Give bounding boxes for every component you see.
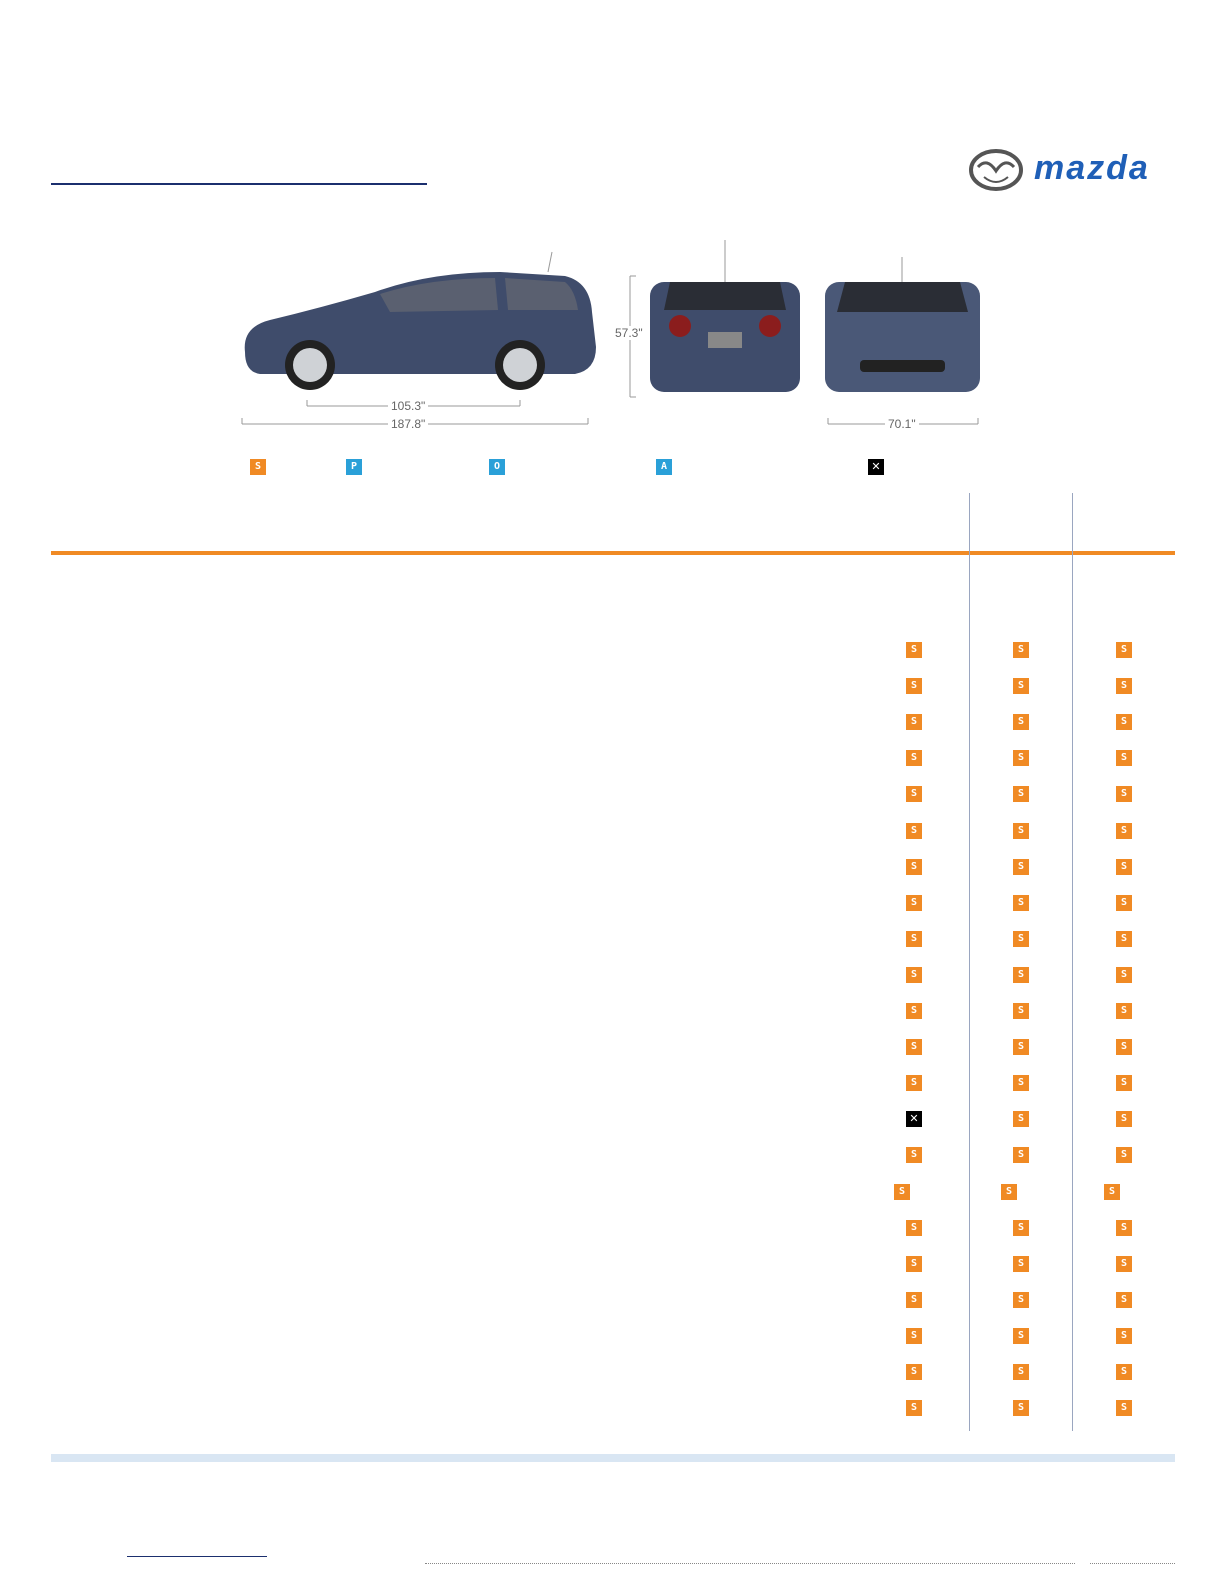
legend-standard-badge: S	[250, 459, 266, 475]
standard-badge: S	[906, 1039, 922, 1055]
standard-badge: S	[1013, 1292, 1029, 1308]
standard-badge: S	[906, 823, 922, 839]
standard-badge: S	[1116, 1003, 1132, 1019]
mazda-emblem-icon	[968, 147, 1024, 193]
column-divider	[1072, 493, 1073, 1431]
standard-badge: S	[906, 967, 922, 983]
standard-badge: S	[1116, 786, 1132, 802]
standard-badge: S	[1116, 642, 1132, 658]
standard-badge: S	[1013, 859, 1029, 875]
standard-badge: S	[1013, 967, 1029, 983]
standard-badge: S	[906, 931, 922, 947]
standard-badge: S	[1116, 1328, 1132, 1344]
footer-dotted-rule	[425, 1563, 1075, 1564]
standard-badge: S	[906, 642, 922, 658]
standard-badge: S	[1013, 714, 1029, 730]
standard-badge: S	[906, 714, 922, 730]
standard-badge: S	[906, 1075, 922, 1091]
mazda-logo	[968, 145, 1178, 195]
standard-badge: S	[1116, 967, 1132, 983]
standard-badge: S	[1116, 1292, 1132, 1308]
standard-badge: S	[1013, 1075, 1029, 1091]
standard-badge: S	[1013, 786, 1029, 802]
footer-dotted-rule	[1090, 1563, 1175, 1564]
standard-badge: S	[1013, 1039, 1029, 1055]
standard-badge: S	[1116, 859, 1132, 875]
not-available-badge: ✕	[906, 1111, 922, 1127]
standard-badge: S	[1013, 1364, 1029, 1380]
height-dimension: 57.3"	[612, 326, 646, 340]
standard-badge: S	[1116, 1364, 1132, 1380]
standard-badge: S	[906, 750, 922, 766]
standard-badge: S	[1116, 1039, 1132, 1055]
standard-badge: S	[1013, 895, 1029, 911]
standard-badge: S	[906, 859, 922, 875]
vehicle-dimension-diagram	[230, 232, 1000, 437]
standard-badge: S	[1116, 1220, 1132, 1236]
standard-badge: S	[906, 1292, 922, 1308]
length-dimension: 187.8"	[388, 417, 428, 431]
standard-badge: S	[906, 1147, 922, 1163]
standard-badge: S	[1013, 750, 1029, 766]
standard-badge: S	[1013, 1328, 1029, 1344]
standard-badge: S	[1013, 1111, 1029, 1127]
legend-a-badge: A	[656, 459, 672, 475]
standard-badge: S	[1116, 750, 1132, 766]
mazda-wordmark: mazda	[1034, 149, 1150, 187]
legend-o-badge: O	[489, 459, 505, 475]
standard-badge: S	[894, 1184, 910, 1200]
standard-badge: S	[1013, 1003, 1029, 1019]
standard-badge: S	[906, 1256, 922, 1272]
standard-badge: S	[1013, 931, 1029, 947]
footer-link-underline	[127, 1556, 267, 1557]
standard-badge: S	[1013, 1147, 1029, 1163]
legend-p-badge: P	[346, 459, 362, 475]
table-footer-band	[51, 1454, 1175, 1462]
standard-badge: S	[1116, 1147, 1132, 1163]
standard-badge: S	[1116, 1400, 1132, 1416]
standard-badge: S	[1104, 1184, 1120, 1200]
standard-badge: S	[1116, 823, 1132, 839]
standard-badge: S	[906, 1328, 922, 1344]
standard-badge: S	[1116, 714, 1132, 730]
standard-badge: S	[1013, 642, 1029, 658]
standard-badge: S	[906, 1364, 922, 1380]
standard-badge: S	[1013, 823, 1029, 839]
standard-badge: S	[906, 1220, 922, 1236]
column-divider	[969, 493, 970, 1431]
standard-badge: S	[1116, 895, 1132, 911]
standard-badge: S	[906, 1400, 922, 1416]
legend-not-available-badge: ✕	[868, 459, 884, 475]
section-divider	[51, 551, 1175, 555]
standard-badge: S	[1116, 1256, 1132, 1272]
standard-badge: S	[1116, 1111, 1132, 1127]
standard-badge: S	[1013, 1220, 1029, 1236]
standard-badge: S	[1116, 1075, 1132, 1091]
standard-badge: S	[906, 678, 922, 694]
standard-badge: S	[906, 786, 922, 802]
standard-badge: S	[1116, 678, 1132, 694]
wheelbase-dimension: 105.3"	[388, 399, 428, 413]
standard-badge: S	[1013, 1256, 1029, 1272]
width-dimension: 70.1"	[885, 417, 919, 431]
standard-badge: S	[1013, 678, 1029, 694]
title-underline	[51, 183, 427, 185]
standard-badge: S	[906, 1003, 922, 1019]
standard-badge: S	[906, 895, 922, 911]
standard-badge: S	[1116, 931, 1132, 947]
standard-badge: S	[1001, 1184, 1017, 1200]
standard-badge: S	[1013, 1400, 1029, 1416]
